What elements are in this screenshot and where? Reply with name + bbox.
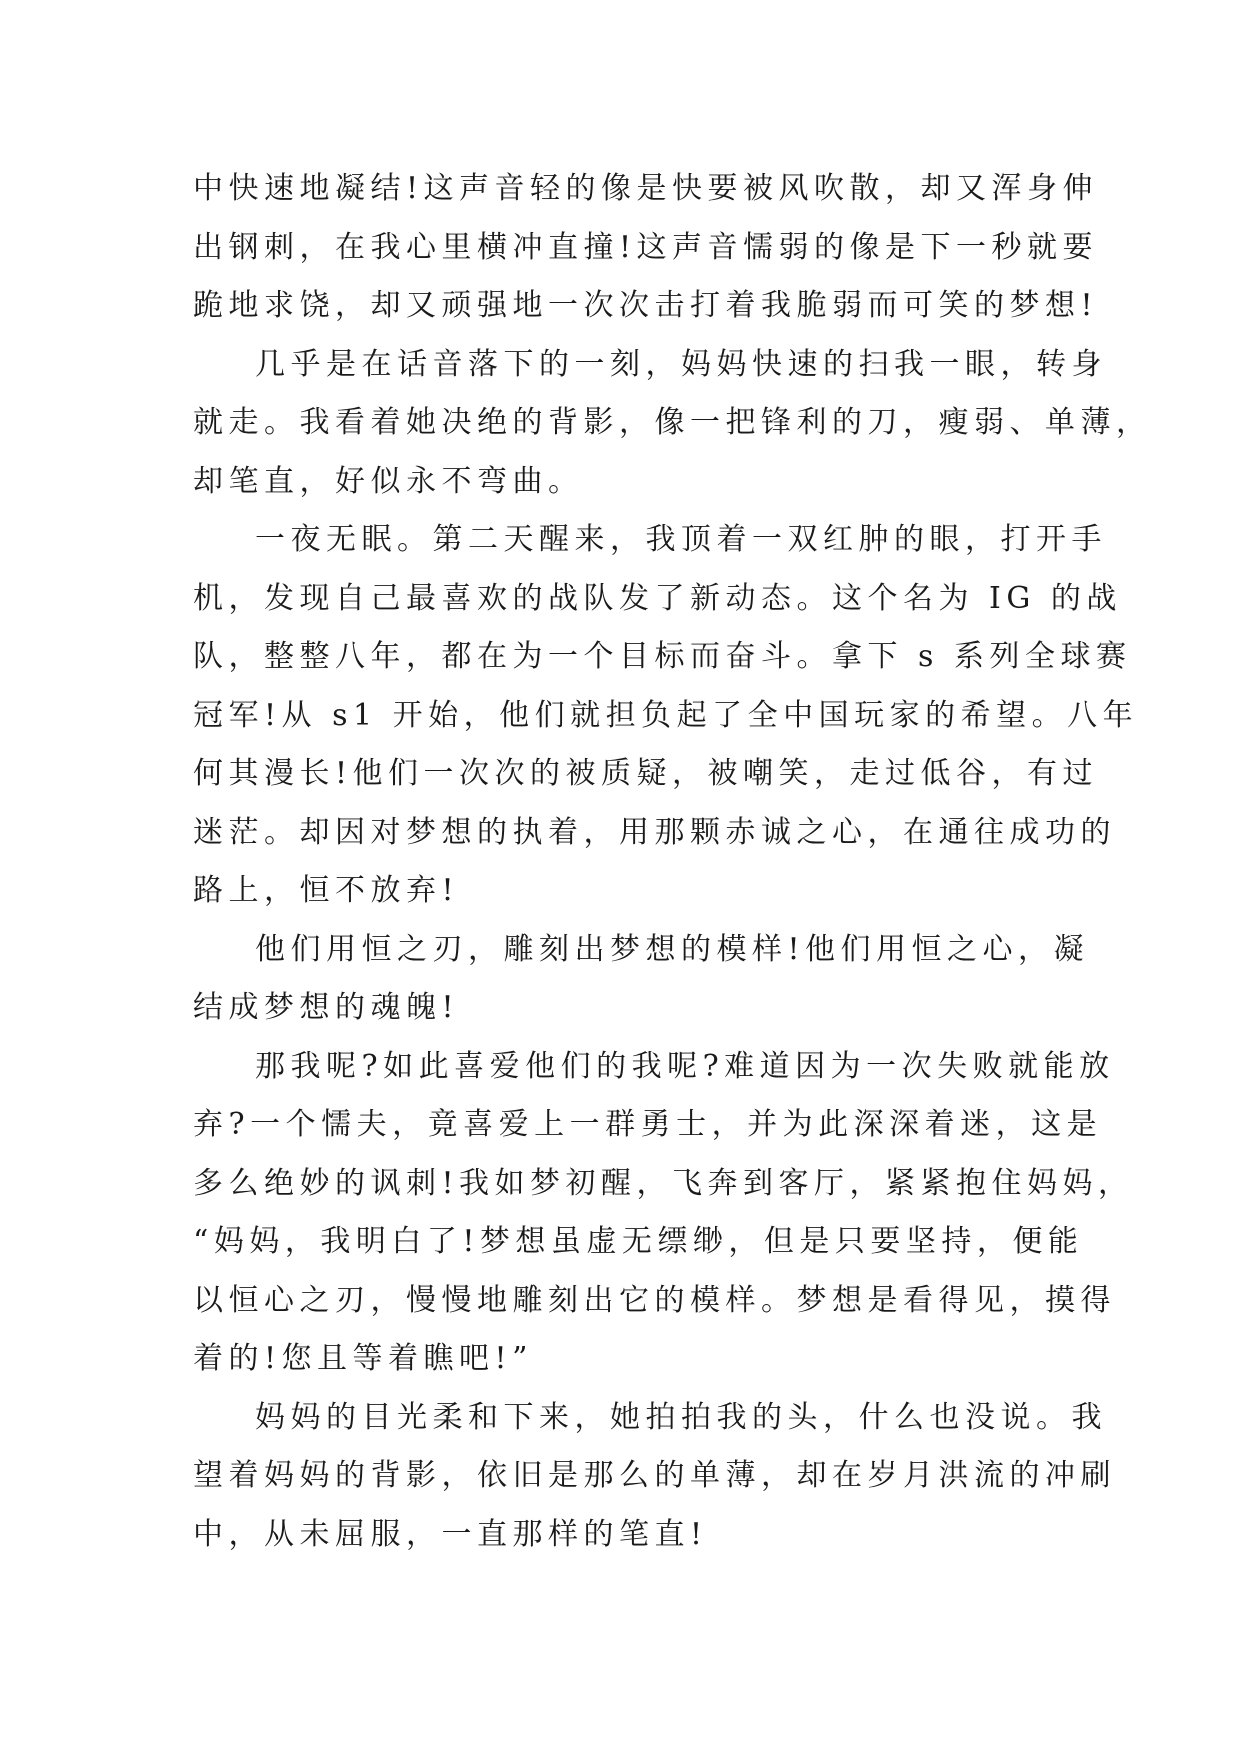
paragraph-first-line: 他们用恒之刃，雕刻出梦想的模样!他们用恒之心，凝: [255, 931, 1090, 967]
text-line: 弃?一个懦夫，竟喜爱上一群勇士，并为此深深着迷，这是: [193, 1107, 1103, 1142]
text-line: 多么绝妙的讽刺!我如梦初醒，飞奔到客厅，紧紧抱住妈妈，: [193, 1165, 1134, 1201]
text-line: 机，发现自己最喜欢的战队发了新动态。这个名为 IG 的战: [193, 580, 1122, 616]
text-line: 结成梦想的魂魄!: [193, 990, 460, 1025]
text-line: 迷茫。却因对梦想的执着，用那颗赤诚之心，在通往成功的: [193, 814, 1116, 850]
text-line: 以恒心之刃，慢慢地雕刻出它的模样。梦想是看得见，摸得: [193, 1282, 1116, 1318]
text-line: 路上，恒不放弃!: [193, 873, 460, 908]
text-line: 就走。我看着她决绝的背影，像一把锋利的刀，瘦弱、单薄，: [193, 405, 1152, 440]
text-line: 出钢刺，在我心里横冲直撞!这声音懦弱的像是下一秒就要: [193, 229, 1099, 265]
paragraph-first-line: 几乎是在话音落下的一刻，妈妈快速的扫我一眼，转身: [255, 346, 1107, 382]
paragraph-first-line: 妈妈的目光柔和下来，她拍拍我的头，什么也没说。我: [255, 1399, 1107, 1435]
text-line: “妈妈，我明白了!梦想虽虚无缥缈，但是只要坚持，便能: [193, 1224, 1084, 1259]
paragraph-first-line: 那我呢?如此喜爱他们的我呢?难道因为一次失败就能放: [255, 1048, 1115, 1084]
text-line: 何其漫长!他们一次次的被质疑，被嘲笑，走过低谷，有过: [193, 756, 1099, 791]
text-line: 跪地求饶，却又顽强地一次次击打着我脆弱而可笑的梦想!: [193, 288, 1099, 323]
paragraph-first-line: 一夜无眠。第二天醒来，我顶着一双红肿的眼，打开手: [255, 522, 1107, 557]
text-line: 却笔直，好似永不弯曲。: [193, 463, 584, 499]
text-line: 队，整整八年，都在为一个目标而奋斗。拿下 s 系列全球赛: [193, 639, 1132, 674]
text-line: 冠军!从 s1 开始，他们就担负起了全中国玩家的希望。八年: [193, 697, 1139, 733]
text-line: 望着妈妈的背影，依旧是那么的单薄，却在岁月洪流的冲刷: [193, 1458, 1116, 1493]
text-line: 着的!您且等着瞧吧!”: [193, 1341, 533, 1376]
text-line: 中快速地凝结!这声音轻的像是快要被风吹散，却又浑身伸: [193, 171, 1099, 206]
text-line: 中，从未屈服，一直那样的笔直!: [193, 1516, 708, 1552]
body-text: [193, 160, 1152, 1564]
